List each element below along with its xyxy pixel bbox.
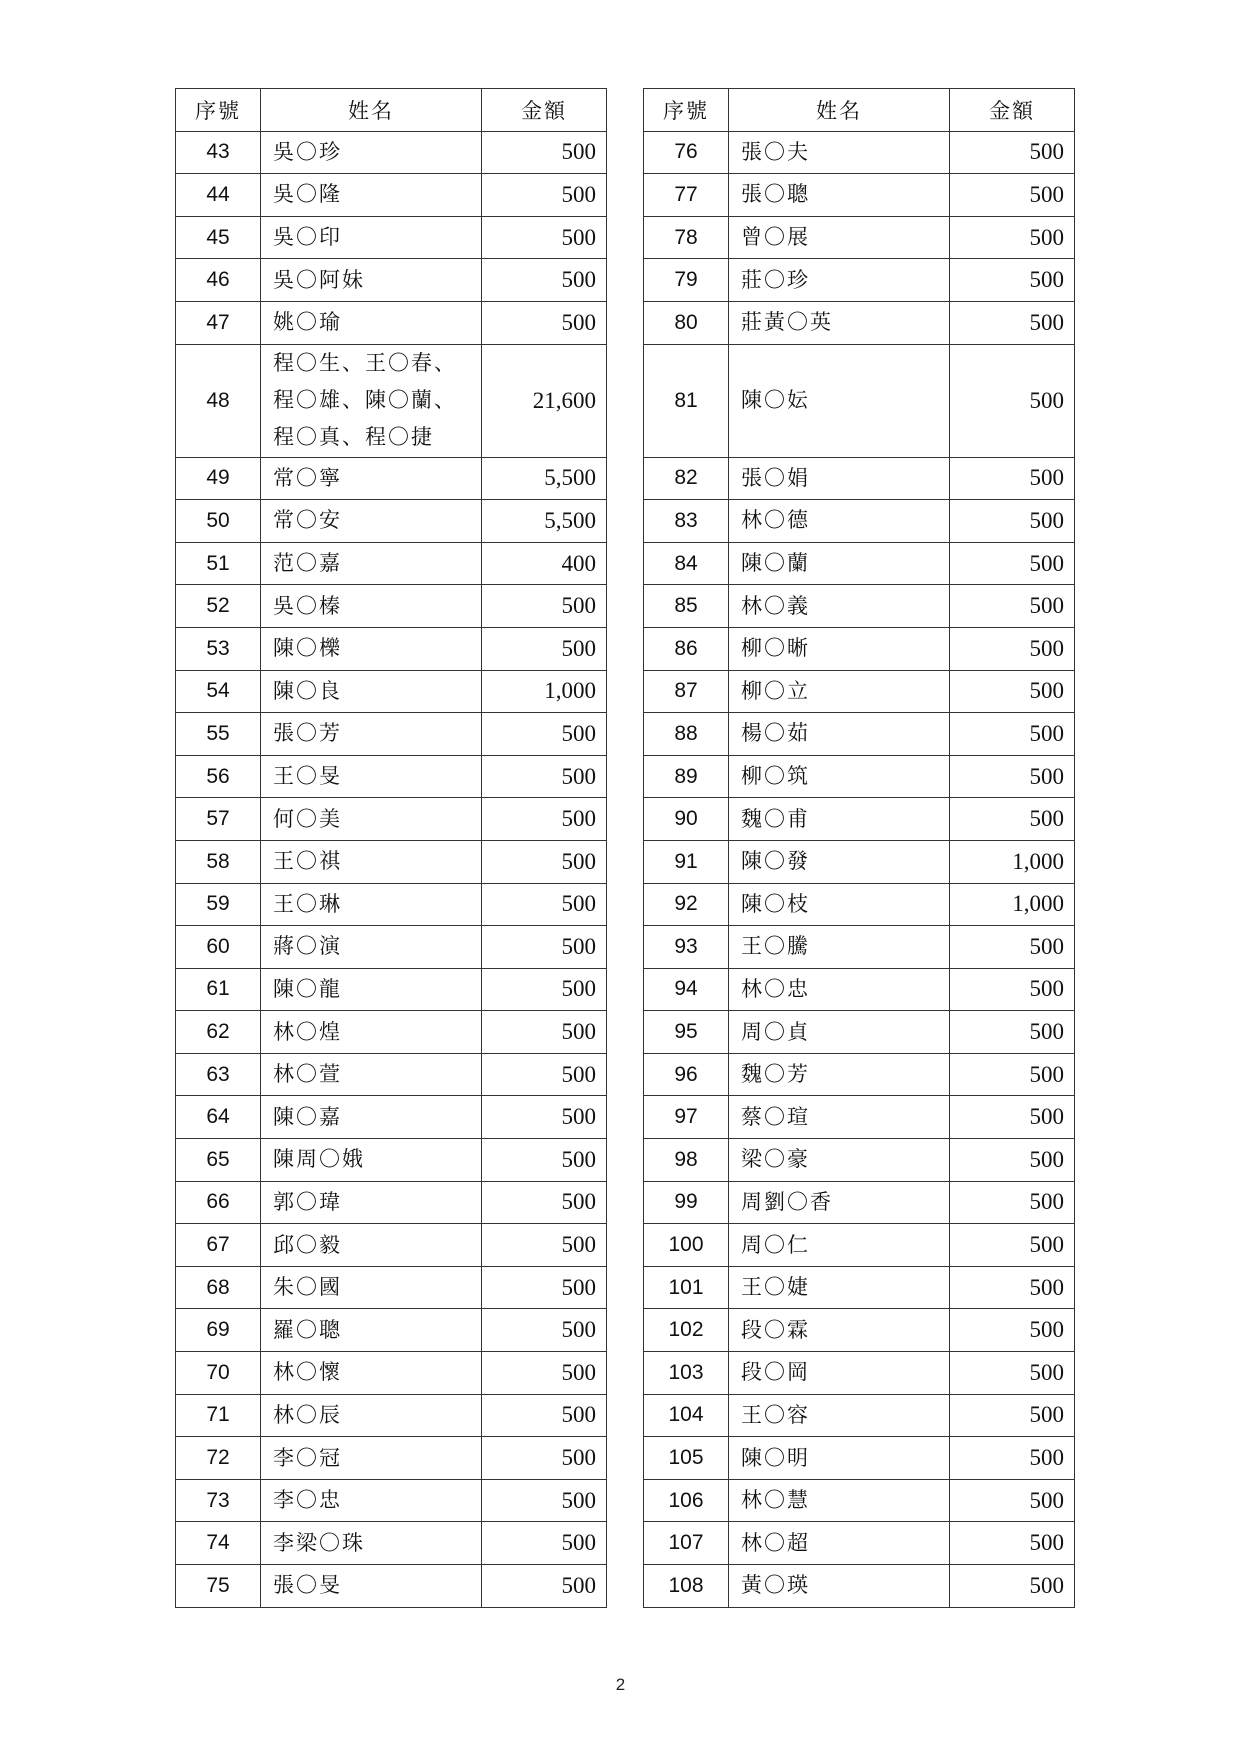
donation-amount: 500 bbox=[950, 174, 1075, 217]
donor-name: 周〇仁 bbox=[729, 1224, 950, 1267]
donor-name: 陳〇櫟 bbox=[261, 627, 482, 670]
table-row bbox=[644, 131, 1075, 174]
donor-name: 常〇寧 bbox=[261, 457, 482, 500]
donor-name: 吳〇隆 bbox=[261, 174, 482, 217]
donor-list-right bbox=[644, 131, 1075, 1607]
table-row bbox=[176, 670, 607, 713]
table-row bbox=[644, 1309, 1075, 1352]
row-number: 72 bbox=[176, 1437, 261, 1480]
table-row bbox=[176, 457, 607, 500]
donation-amount: 500 bbox=[482, 259, 607, 302]
donor-list-left bbox=[176, 131, 607, 1607]
row-number: 57 bbox=[176, 798, 261, 841]
header-no: 序號 bbox=[644, 89, 729, 132]
donor-name: 段〇岡 bbox=[729, 1352, 950, 1395]
donor-name: 吳〇印 bbox=[261, 216, 482, 259]
donor-name: 李〇冠 bbox=[261, 1437, 482, 1480]
row-number: 53 bbox=[176, 627, 261, 670]
donor-name: 張〇夫 bbox=[729, 131, 950, 174]
row-number: 44 bbox=[176, 174, 261, 217]
donation-amount: 1,000 bbox=[950, 840, 1075, 883]
header-no: 序號 bbox=[176, 89, 261, 132]
table-row bbox=[644, 585, 1075, 628]
table-row bbox=[644, 500, 1075, 543]
donation-amount: 500 bbox=[950, 344, 1075, 457]
header-amount: 金額 bbox=[950, 89, 1075, 132]
table-row bbox=[644, 883, 1075, 926]
donor-name: 陳〇龍 bbox=[261, 968, 482, 1011]
table-row bbox=[644, 798, 1075, 841]
donor-name: 林〇義 bbox=[729, 585, 950, 628]
donation-amount: 500 bbox=[950, 1522, 1075, 1565]
donation-amount: 500 bbox=[482, 585, 607, 628]
row-number: 86 bbox=[644, 627, 729, 670]
table-row bbox=[644, 259, 1075, 302]
row-number: 66 bbox=[176, 1181, 261, 1224]
donation-amount: 500 bbox=[950, 1181, 1075, 1224]
row-number: 92 bbox=[644, 883, 729, 926]
row-number: 56 bbox=[176, 755, 261, 798]
donor-name: 王〇旻 bbox=[261, 755, 482, 798]
donation-amount: 500 bbox=[482, 883, 607, 926]
donation-amount: 500 bbox=[950, 627, 1075, 670]
donation-amount: 500 bbox=[950, 1437, 1075, 1480]
donor-name: 楊〇茹 bbox=[729, 713, 950, 756]
donation-amount: 500 bbox=[950, 798, 1075, 841]
row-number: 45 bbox=[176, 216, 261, 259]
row-number: 78 bbox=[644, 216, 729, 259]
donation-amount: 500 bbox=[950, 1394, 1075, 1437]
donation-amount: 500 bbox=[950, 1224, 1075, 1267]
donor-name: 王〇婕 bbox=[729, 1266, 950, 1309]
donation-amount: 500 bbox=[950, 755, 1075, 798]
donor-name: 朱〇國 bbox=[261, 1266, 482, 1309]
donation-amount: 500 bbox=[950, 301, 1075, 344]
table-row bbox=[176, 755, 607, 798]
donation-amount: 500 bbox=[482, 1266, 607, 1309]
donation-amount: 500 bbox=[950, 131, 1075, 174]
row-number: 81 bbox=[644, 344, 729, 457]
donation-amount: 500 bbox=[950, 1096, 1075, 1139]
row-number: 49 bbox=[176, 457, 261, 500]
table-row bbox=[176, 1309, 607, 1352]
row-number: 102 bbox=[644, 1309, 729, 1352]
donation-amount: 500 bbox=[482, 1352, 607, 1395]
row-number: 70 bbox=[176, 1352, 261, 1395]
donor-name: 林〇超 bbox=[729, 1522, 950, 1565]
row-number: 65 bbox=[176, 1139, 261, 1182]
table-row bbox=[176, 1394, 607, 1437]
donation-amount: 500 bbox=[950, 713, 1075, 756]
donor-name: 曾〇展 bbox=[729, 216, 950, 259]
table-row bbox=[176, 1437, 607, 1480]
table-row bbox=[644, 1522, 1075, 1565]
donor-name: 吳〇阿妹 bbox=[261, 259, 482, 302]
row-number: 108 bbox=[644, 1565, 729, 1608]
table-row bbox=[176, 1096, 607, 1139]
donation-amount: 500 bbox=[482, 301, 607, 344]
donation-amount: 500 bbox=[482, 1479, 607, 1522]
row-number: 104 bbox=[644, 1394, 729, 1437]
donor-name: 柳〇筑 bbox=[729, 755, 950, 798]
donor-name: 林〇懷 bbox=[261, 1352, 482, 1395]
table-row bbox=[644, 1096, 1075, 1139]
donor-name: 李梁〇珠 bbox=[261, 1522, 482, 1565]
row-number: 69 bbox=[176, 1309, 261, 1352]
donor-name: 陳〇妘 bbox=[729, 344, 950, 457]
table-row bbox=[644, 174, 1075, 217]
table-row bbox=[644, 1181, 1075, 1224]
donor-name: 王〇騰 bbox=[729, 926, 950, 969]
table-row bbox=[176, 627, 607, 670]
donation-amount: 500 bbox=[482, 968, 607, 1011]
donation-amount: 500 bbox=[482, 1096, 607, 1139]
donor-name: 王〇容 bbox=[729, 1394, 950, 1437]
row-number: 105 bbox=[644, 1437, 729, 1480]
donation-amount: 500 bbox=[482, 627, 607, 670]
donation-amount: 500 bbox=[482, 755, 607, 798]
table-row bbox=[176, 174, 607, 217]
table-row bbox=[176, 713, 607, 756]
table-row bbox=[176, 500, 607, 543]
donor-name: 郭〇瑋 bbox=[261, 1181, 482, 1224]
table-row bbox=[176, 585, 607, 628]
donation-amount: 5,500 bbox=[482, 500, 607, 543]
donor-name: 何〇美 bbox=[261, 798, 482, 841]
table-row bbox=[176, 301, 607, 344]
table-row bbox=[644, 1565, 1075, 1608]
table-row bbox=[644, 670, 1075, 713]
donor-name: 程〇生、王〇春、程〇雄、陳〇蘭、程〇真、程〇捷 bbox=[261, 344, 482, 457]
table-row bbox=[644, 1352, 1075, 1395]
donation-amount: 500 bbox=[482, 1053, 607, 1096]
row-number: 73 bbox=[176, 1479, 261, 1522]
table-row bbox=[644, 1053, 1075, 1096]
row-number: 60 bbox=[176, 926, 261, 969]
row-number: 103 bbox=[644, 1352, 729, 1395]
donation-amount: 500 bbox=[950, 1139, 1075, 1182]
table-row bbox=[644, 216, 1075, 259]
row-number: 106 bbox=[644, 1479, 729, 1522]
donation-amount: 500 bbox=[950, 1352, 1075, 1395]
donor-name: 魏〇芳 bbox=[729, 1053, 950, 1096]
donation-amount: 5,500 bbox=[482, 457, 607, 500]
donation-amount: 500 bbox=[482, 1224, 607, 1267]
donor-name: 林〇萱 bbox=[261, 1053, 482, 1096]
donor-name: 陳〇良 bbox=[261, 670, 482, 713]
donation-amount: 1,000 bbox=[950, 883, 1075, 926]
row-number: 43 bbox=[176, 131, 261, 174]
donation-amount: 21,600 bbox=[482, 344, 607, 457]
donation-amount: 500 bbox=[950, 1266, 1075, 1309]
donor-name: 段〇霖 bbox=[729, 1309, 950, 1352]
table-row bbox=[644, 1437, 1075, 1480]
donor-name: 陳〇明 bbox=[729, 1437, 950, 1480]
donor-name: 柳〇晰 bbox=[729, 627, 950, 670]
row-number: 84 bbox=[644, 542, 729, 585]
donor-name: 邱〇毅 bbox=[261, 1224, 482, 1267]
header-name: 姓名 bbox=[261, 89, 482, 132]
donor-name: 周〇貞 bbox=[729, 1011, 950, 1054]
table-row bbox=[176, 1479, 607, 1522]
donor-name: 范〇嘉 bbox=[261, 542, 482, 585]
table-row bbox=[644, 926, 1075, 969]
donation-amount: 500 bbox=[482, 840, 607, 883]
row-number: 68 bbox=[176, 1266, 261, 1309]
table-row bbox=[176, 1181, 607, 1224]
row-number: 80 bbox=[644, 301, 729, 344]
row-number: 82 bbox=[644, 457, 729, 500]
row-number: 107 bbox=[644, 1522, 729, 1565]
table-row bbox=[176, 542, 607, 585]
donor-name: 梁〇豪 bbox=[729, 1139, 950, 1182]
table-row bbox=[644, 1479, 1075, 1522]
donation-amount: 500 bbox=[950, 542, 1075, 585]
donation-amount: 500 bbox=[482, 1139, 607, 1182]
row-number: 90 bbox=[644, 798, 729, 841]
row-number: 93 bbox=[644, 926, 729, 969]
row-number: 61 bbox=[176, 968, 261, 1011]
table-row bbox=[644, 344, 1075, 457]
donation-amount: 500 bbox=[950, 968, 1075, 1011]
donor-name: 蔡〇瑄 bbox=[729, 1096, 950, 1139]
table-row bbox=[644, 1011, 1075, 1054]
row-number: 75 bbox=[176, 1565, 261, 1608]
donation-amount: 500 bbox=[482, 1522, 607, 1565]
table-row bbox=[644, 542, 1075, 585]
row-number: 99 bbox=[644, 1181, 729, 1224]
table-row bbox=[176, 1224, 607, 1267]
row-number: 88 bbox=[644, 713, 729, 756]
donation-amount: 500 bbox=[482, 713, 607, 756]
donor-name: 林〇忠 bbox=[729, 968, 950, 1011]
table-row bbox=[644, 968, 1075, 1011]
donation-amount: 500 bbox=[482, 216, 607, 259]
donor-name: 陳〇嘉 bbox=[261, 1096, 482, 1139]
donor-table-left bbox=[175, 88, 607, 1608]
donor-name: 吳〇榛 bbox=[261, 585, 482, 628]
row-number: 48 bbox=[176, 344, 261, 457]
table-row bbox=[644, 1139, 1075, 1182]
donor-name: 張〇旻 bbox=[261, 1565, 482, 1608]
header-row bbox=[644, 89, 1075, 132]
row-number: 58 bbox=[176, 840, 261, 883]
donation-amount: 500 bbox=[482, 131, 607, 174]
row-number: 67 bbox=[176, 1224, 261, 1267]
donation-amount: 500 bbox=[950, 585, 1075, 628]
row-number: 97 bbox=[644, 1096, 729, 1139]
donor-name: 蔣〇演 bbox=[261, 926, 482, 969]
table-row bbox=[644, 1266, 1075, 1309]
donation-amount: 500 bbox=[482, 1181, 607, 1224]
donor-name: 陳周〇娥 bbox=[261, 1139, 482, 1182]
table-row bbox=[644, 457, 1075, 500]
row-number: 91 bbox=[644, 840, 729, 883]
donation-amount: 500 bbox=[950, 457, 1075, 500]
donation-amount: 500 bbox=[482, 1309, 607, 1352]
donor-name: 羅〇聰 bbox=[261, 1309, 482, 1352]
table-row bbox=[644, 840, 1075, 883]
table-row bbox=[176, 1565, 607, 1608]
table-row bbox=[176, 344, 607, 457]
row-number: 89 bbox=[644, 755, 729, 798]
row-number: 83 bbox=[644, 500, 729, 543]
row-number: 50 bbox=[176, 500, 261, 543]
table-row bbox=[176, 1053, 607, 1096]
donation-amount: 500 bbox=[482, 1565, 607, 1608]
donation-amount: 1,000 bbox=[482, 670, 607, 713]
row-number: 95 bbox=[644, 1011, 729, 1054]
donation-amount: 500 bbox=[950, 1479, 1075, 1522]
donor-name: 姚〇瑜 bbox=[261, 301, 482, 344]
table-row bbox=[176, 1139, 607, 1182]
donation-amount: 500 bbox=[950, 500, 1075, 543]
donor-table-right bbox=[643, 88, 1075, 1608]
donor-name: 林〇德 bbox=[729, 500, 950, 543]
donation-amount: 500 bbox=[482, 1394, 607, 1437]
donation-amount: 500 bbox=[482, 926, 607, 969]
donor-name: 莊〇珍 bbox=[729, 259, 950, 302]
donor-name: 陳〇枝 bbox=[729, 883, 950, 926]
donor-name: 魏〇甫 bbox=[729, 798, 950, 841]
row-number: 101 bbox=[644, 1266, 729, 1309]
donation-amount: 500 bbox=[950, 1309, 1075, 1352]
row-number: 54 bbox=[176, 670, 261, 713]
donation-amount: 500 bbox=[950, 216, 1075, 259]
donation-amount: 500 bbox=[950, 926, 1075, 969]
table-row bbox=[176, 968, 607, 1011]
table-row bbox=[176, 1352, 607, 1395]
row-number: 77 bbox=[644, 174, 729, 217]
table-row bbox=[176, 840, 607, 883]
donor-name: 王〇祺 bbox=[261, 840, 482, 883]
page-number: 2 bbox=[615, 1675, 626, 1694]
donation-amount: 500 bbox=[482, 174, 607, 217]
row-number: 85 bbox=[644, 585, 729, 628]
table-row bbox=[644, 1394, 1075, 1437]
row-number: 98 bbox=[644, 1139, 729, 1182]
row-number: 47 bbox=[176, 301, 261, 344]
row-number: 63 bbox=[176, 1053, 261, 1096]
row-number: 55 bbox=[176, 713, 261, 756]
row-number: 74 bbox=[176, 1522, 261, 1565]
table-row bbox=[176, 1011, 607, 1054]
row-number: 46 bbox=[176, 259, 261, 302]
donor-name: 王〇琳 bbox=[261, 883, 482, 926]
donor-name: 林〇辰 bbox=[261, 1394, 482, 1437]
donation-amount: 500 bbox=[950, 1565, 1075, 1608]
row-number: 59 bbox=[176, 883, 261, 926]
donor-name: 林〇煌 bbox=[261, 1011, 482, 1054]
row-number: 64 bbox=[176, 1096, 261, 1139]
donor-name: 周劉〇香 bbox=[729, 1181, 950, 1224]
donation-amount: 500 bbox=[950, 259, 1075, 302]
donor-name: 李〇忠 bbox=[261, 1479, 482, 1522]
row-number: 79 bbox=[644, 259, 729, 302]
row-number: 51 bbox=[176, 542, 261, 585]
table-row bbox=[176, 131, 607, 174]
donor-name: 吳〇珍 bbox=[261, 131, 482, 174]
donation-amount: 400 bbox=[482, 542, 607, 585]
table-row bbox=[176, 926, 607, 969]
row-number: 96 bbox=[644, 1053, 729, 1096]
table-row bbox=[176, 1266, 607, 1309]
table-row bbox=[644, 755, 1075, 798]
table-row bbox=[176, 259, 607, 302]
donor-name: 張〇娟 bbox=[729, 457, 950, 500]
donation-amount: 500 bbox=[950, 1011, 1075, 1054]
row-number: 87 bbox=[644, 670, 729, 713]
donor-name: 林〇慧 bbox=[729, 1479, 950, 1522]
row-number: 52 bbox=[176, 585, 261, 628]
row-number: 94 bbox=[644, 968, 729, 1011]
table-row bbox=[176, 883, 607, 926]
table-row bbox=[644, 301, 1075, 344]
header-name: 姓名 bbox=[729, 89, 950, 132]
donation-amount: 500 bbox=[482, 1011, 607, 1054]
donor-name: 陳〇發 bbox=[729, 840, 950, 883]
table-row bbox=[176, 1522, 607, 1565]
donor-name: 常〇安 bbox=[261, 500, 482, 543]
donation-amount: 500 bbox=[950, 1053, 1075, 1096]
header-amount: 金額 bbox=[482, 89, 607, 132]
donor-name: 陳〇蘭 bbox=[729, 542, 950, 585]
donor-name: 柳〇立 bbox=[729, 670, 950, 713]
table-row bbox=[644, 1224, 1075, 1267]
table-row bbox=[176, 798, 607, 841]
donor-name: 莊黃〇英 bbox=[729, 301, 950, 344]
table-row bbox=[644, 627, 1075, 670]
row-number: 71 bbox=[176, 1394, 261, 1437]
donor-name: 張〇聰 bbox=[729, 174, 950, 217]
row-number: 76 bbox=[644, 131, 729, 174]
row-number: 100 bbox=[644, 1224, 729, 1267]
donor-name: 黃〇瑛 bbox=[729, 1565, 950, 1608]
donation-amount: 500 bbox=[482, 1437, 607, 1480]
table-row bbox=[644, 713, 1075, 756]
donation-amount: 500 bbox=[482, 798, 607, 841]
donation-amount: 500 bbox=[950, 670, 1075, 713]
donor-name: 張〇芳 bbox=[261, 713, 482, 756]
table-row bbox=[176, 216, 607, 259]
header-row bbox=[176, 89, 607, 132]
row-number: 62 bbox=[176, 1011, 261, 1054]
